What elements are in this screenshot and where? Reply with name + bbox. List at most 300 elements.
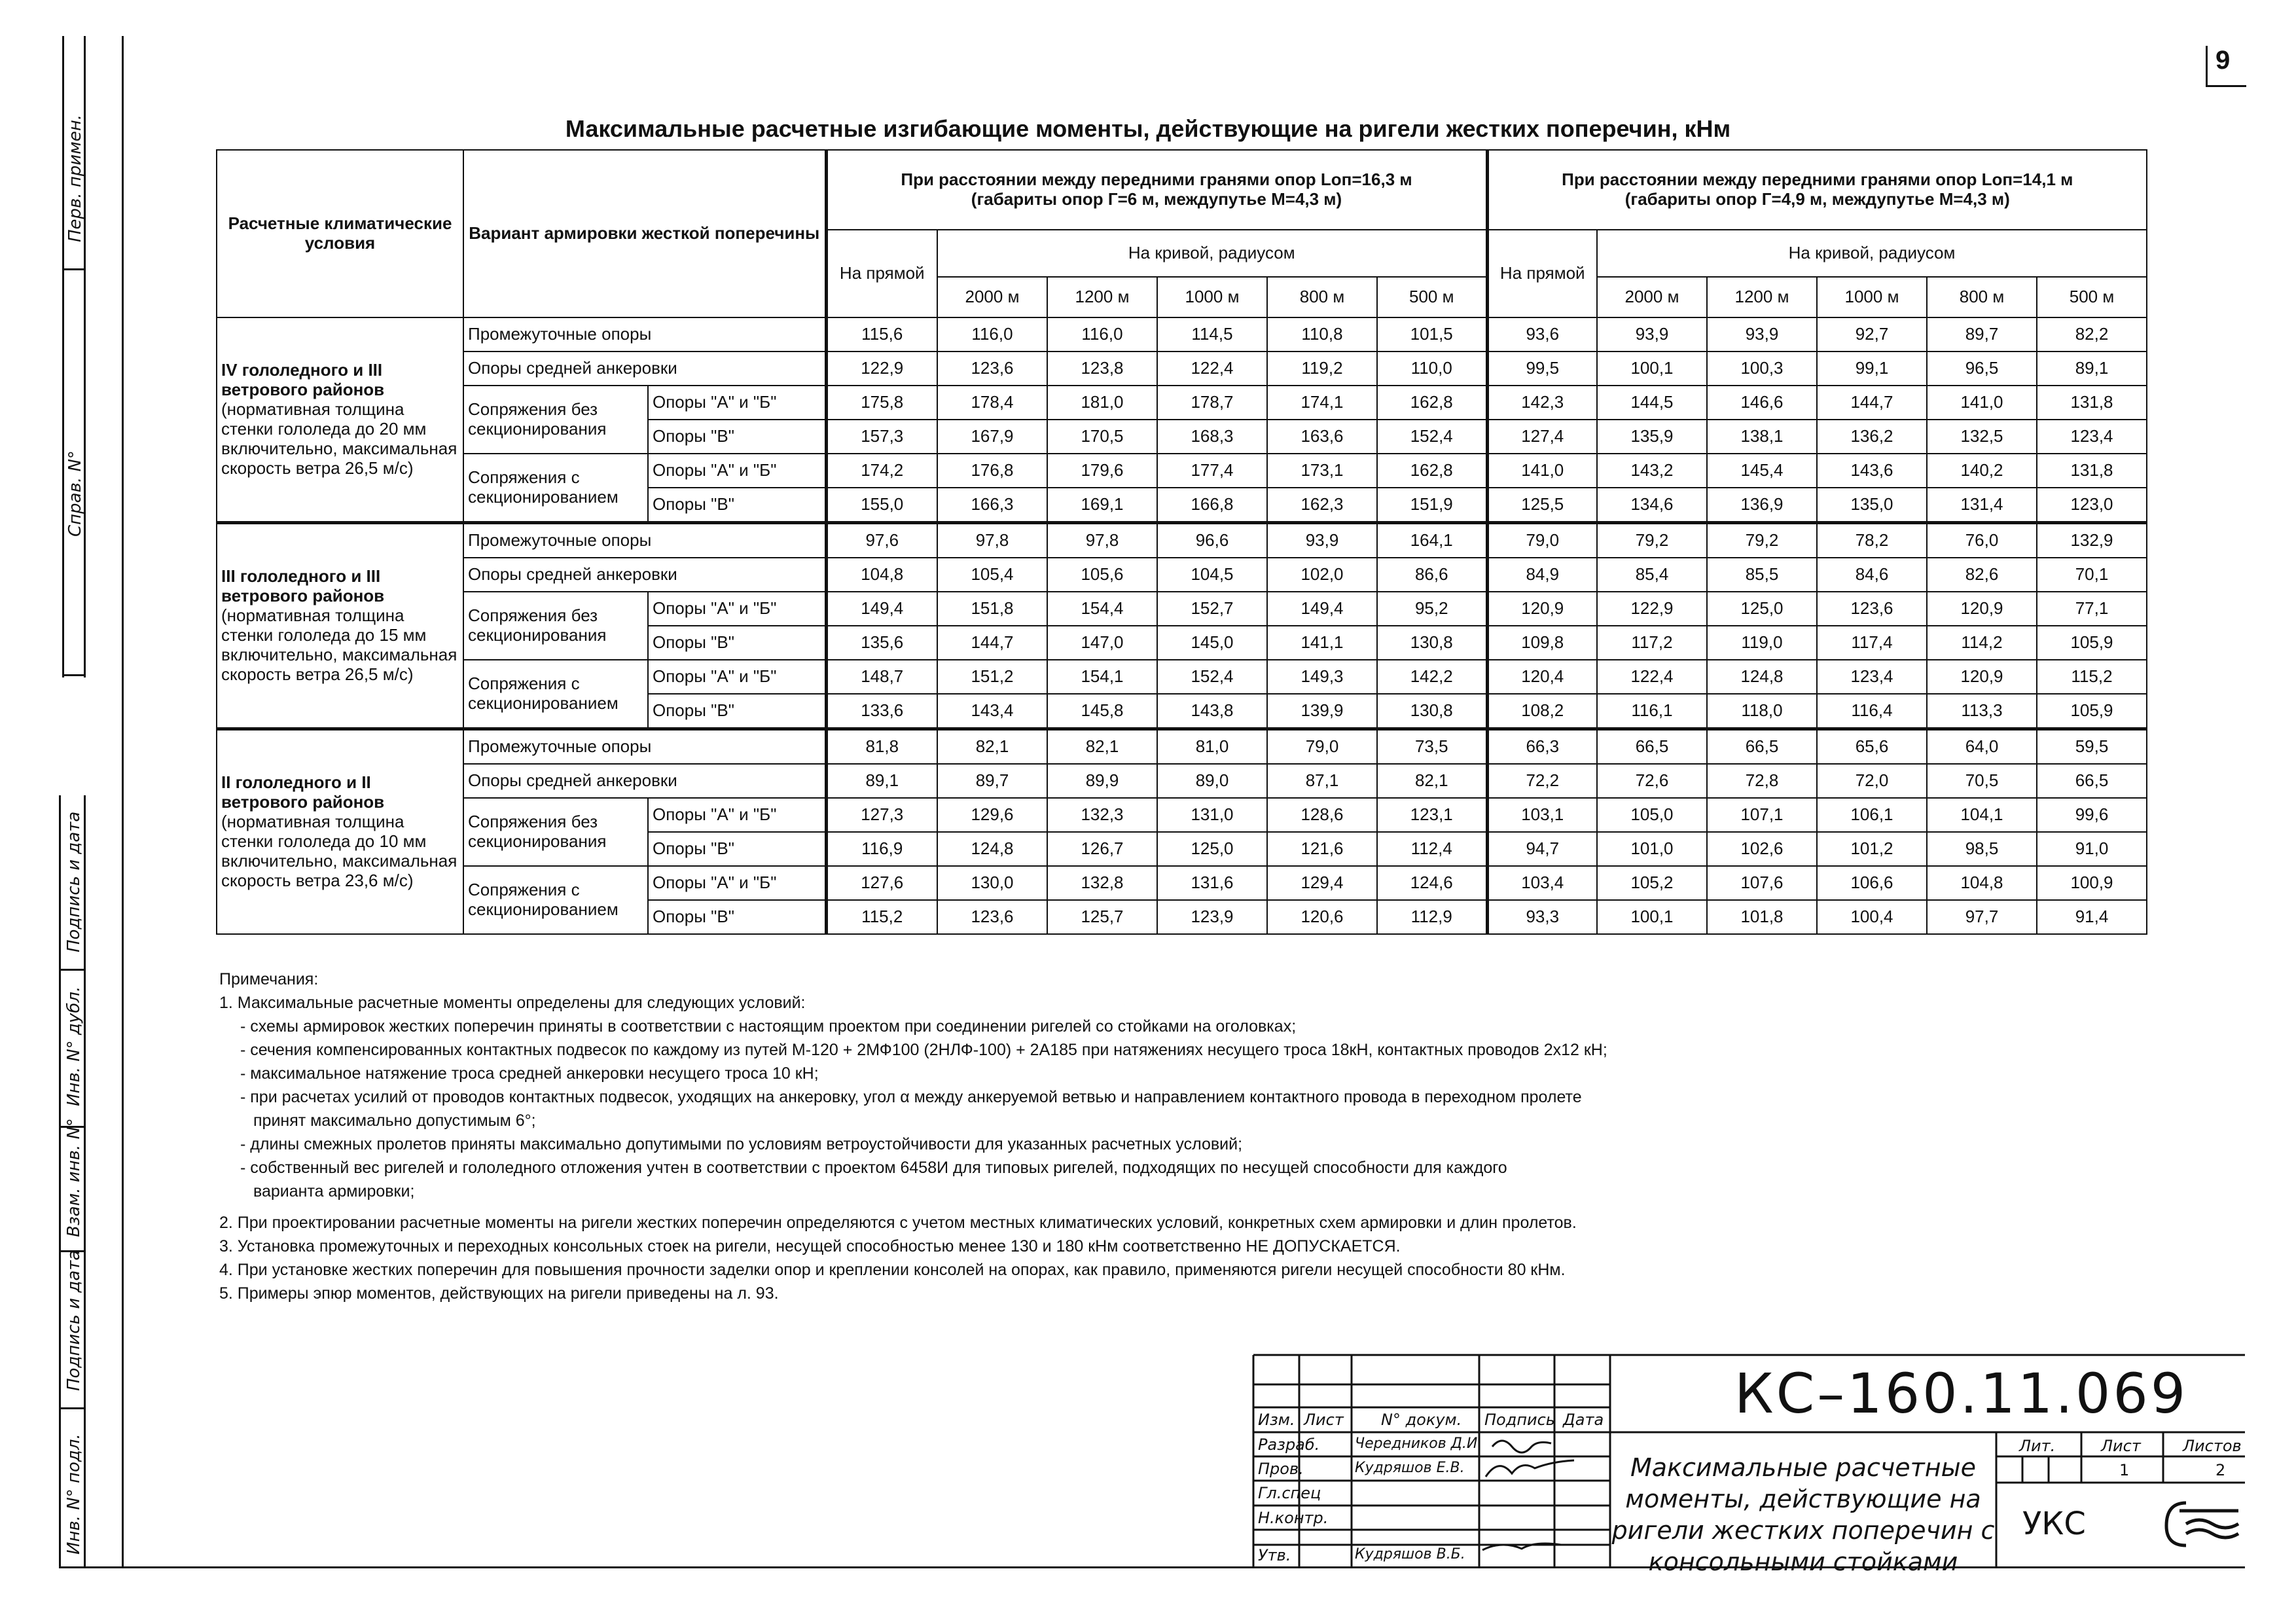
value-cell: 174,2: [826, 454, 937, 488]
value-cell: 103,4: [1487, 866, 1597, 900]
value-cell: 123,8: [1047, 352, 1157, 386]
value-cell: 124,6: [1377, 866, 1487, 900]
value-cell: 82,1: [1047, 729, 1157, 765]
page-number: 9: [2215, 46, 2231, 75]
value-cell: 110,0: [1377, 352, 1487, 386]
value-cell: 123,1: [1377, 798, 1487, 832]
value-cell: 122,4: [1157, 352, 1267, 386]
stamp-sheets: 2: [2215, 1461, 2226, 1479]
support-label: Опоры "В": [648, 488, 826, 523]
value-cell: 152,4: [1157, 660, 1267, 694]
value-cell: 143,8: [1157, 694, 1267, 729]
value-cell: 120,4: [1487, 660, 1597, 694]
value-cell: 79,0: [1487, 523, 1597, 558]
value-cell: 105,2: [1597, 866, 1707, 900]
value-cell: 151,2: [937, 660, 1047, 694]
value-cell: 115,6: [826, 317, 937, 352]
value-cell: 72,6: [1597, 764, 1707, 798]
value-cell: 82,1: [1377, 764, 1487, 798]
value-cell: 134,6: [1597, 488, 1707, 523]
support-label: Опоры "В": [648, 900, 826, 934]
header-radius: 1200 м: [1707, 277, 1817, 317]
header-variant: Вариант армировки жесткой поперечины: [463, 150, 826, 317]
value-cell: 89,9: [1047, 764, 1157, 798]
value-cell: 124,8: [1707, 660, 1817, 694]
value-cell: 131,8: [2037, 454, 2147, 488]
note-2: 2. При проектировании расчетные моменты на ригели жестких поперечин определяются с учетом местных климатических условий, конкретных схем армировки и длин пролетов.: [219, 1214, 1577, 1232]
value-cell: 130,0: [937, 866, 1047, 900]
value-cell: 66,5: [1597, 729, 1707, 765]
value-cell: 118,0: [1707, 694, 1817, 729]
value-cell: 126,7: [1047, 832, 1157, 866]
value-cell: 70,1: [2037, 558, 2147, 592]
value-cell: 123,9: [1157, 900, 1267, 934]
value-cell: 100,9: [2037, 866, 2147, 900]
value-cell: 89,1: [826, 764, 937, 798]
value-cell: 97,6: [826, 523, 937, 558]
note-3: 3. Установка промежуточных и переходных консольных стоек на ригели, несущей способностью менее 130 и 180 кНм соответственно НЕ ДОПУСКАЕТСЯ.: [219, 1237, 1401, 1255]
value-cell: 100,3: [1707, 352, 1817, 386]
value-cell: 125,0: [1157, 832, 1267, 866]
value-cell: 162,3: [1267, 488, 1377, 523]
stamp-header: Изм.: [1258, 1411, 1295, 1429]
value-cell: 154,4: [1047, 592, 1157, 626]
climate-region-title: II гололедного и II ветрового районов: [221, 772, 385, 812]
value-cell: 116,1: [1597, 694, 1707, 729]
value-cell: 131,4: [1927, 488, 2037, 523]
value-cell: 130,8: [1377, 694, 1487, 729]
value-cell: 146,6: [1707, 386, 1817, 420]
value-cell: 82,2: [2037, 317, 2147, 352]
header-group-16-3: При расстоянии между передними гранями опор Lоп=16,3 м (габариты опор Г=6 м, междупутье М=4,3 м): [826, 150, 1487, 230]
value-cell: 125,7: [1047, 900, 1157, 934]
value-cell: 78,2: [1817, 523, 1927, 558]
climate-region-desc: (нормативная толщина стенки гололеда до 10 мм включительно, максимальная скорость ветра 23,6 м/с): [221, 812, 457, 890]
note-1-item: варианта армировки;: [253, 1182, 415, 1200]
value-cell: 89,7: [1927, 317, 2037, 352]
value-cell: 98,5: [1927, 832, 2037, 866]
value-cell: 64,0: [1927, 729, 2037, 765]
value-cell: 170,5: [1047, 420, 1157, 454]
value-cell: 128,6: [1267, 798, 1377, 832]
value-cell: 85,4: [1597, 558, 1707, 592]
value-cell: 84,6: [1817, 558, 1927, 592]
header-radius: 1200 м: [1047, 277, 1157, 317]
value-cell: 141,0: [1487, 454, 1597, 488]
note-1-item: - максимальное натяжение троса средней анкеровки несущего троса 10 кН;: [240, 1064, 819, 1083]
climate-region-title: IV гололедного и III ветрового районов: [221, 360, 385, 400]
value-cell: 105,9: [2037, 626, 2147, 660]
value-cell: 101,2: [1817, 832, 1927, 866]
note-4: 4. При установке жестких поперечин для повышения прочности заделки опор и креплении консолей на опорах, как правило, применяются ригели несущей способности 80 кНм.: [219, 1261, 1566, 1279]
value-cell: 138,1: [1707, 420, 1817, 454]
stamp-lit-label: Лит.: [2019, 1437, 2056, 1455]
value-cell: 104,8: [826, 558, 937, 592]
stamp-header: N° докум.: [1381, 1411, 1462, 1429]
stamp-header: Подпись: [1484, 1411, 1555, 1429]
value-cell: 66,5: [2037, 764, 2147, 798]
value-cell: 72,0: [1817, 764, 1927, 798]
stamp-sheets-label: Листов: [2183, 1437, 2242, 1455]
value-cell: 86,6: [1377, 558, 1487, 592]
value-cell: 145,4: [1707, 454, 1817, 488]
value-cell: 107,1: [1707, 798, 1817, 832]
header-radius: 500 м: [1377, 277, 1487, 317]
value-cell: 163,6: [1267, 420, 1377, 454]
header-straight-2: На прямой: [1487, 230, 1597, 317]
value-cell: 132,3: [1047, 798, 1157, 832]
value-cell: 116,9: [826, 832, 937, 866]
value-cell: 77,1: [2037, 592, 2147, 626]
value-cell: 102,0: [1267, 558, 1377, 592]
value-cell: 91,4: [2037, 900, 2147, 934]
header-radius: 800 м: [1927, 277, 2037, 317]
stamp-header: Лист: [1304, 1411, 1344, 1429]
value-cell: 101,0: [1597, 832, 1707, 866]
value-cell: 176,8: [937, 454, 1047, 488]
value-cell: 101,5: [1377, 317, 1487, 352]
value-cell: 155,0: [826, 488, 937, 523]
value-cell: 89,1: [2037, 352, 2147, 386]
value-cell: 123,6: [937, 352, 1047, 386]
value-cell: 100,1: [1597, 352, 1707, 386]
value-cell: 147,0: [1047, 626, 1157, 660]
variant-label: Сопряжения без секционирования: [463, 386, 648, 454]
value-cell: 154,1: [1047, 660, 1157, 694]
note-1-item: принят максимально допустимым 6°;: [253, 1111, 536, 1130]
value-cell: 115,2: [2037, 660, 2147, 694]
side-label-orig-inv: Инв. N° подл.: [64, 1434, 84, 1555]
stamp-role: Пров.: [1258, 1460, 1304, 1478]
variant-label: Опоры средней анкеровки: [463, 764, 826, 798]
support-label: Опоры "А" и "Б": [648, 386, 826, 420]
value-cell: 112,4: [1377, 832, 1487, 866]
value-cell: 143,4: [937, 694, 1047, 729]
value-cell: 135,9: [1597, 420, 1707, 454]
value-cell: 135,0: [1817, 488, 1927, 523]
value-cell: 82,1: [937, 729, 1047, 765]
value-cell: 116,4: [1817, 694, 1927, 729]
value-cell: 127,3: [826, 798, 937, 832]
value-cell: 129,6: [937, 798, 1047, 832]
value-cell: 135,6: [826, 626, 937, 660]
header-radius: 2000 м: [1597, 277, 1707, 317]
value-cell: 152,4: [1377, 420, 1487, 454]
variant-label: Опоры средней анкеровки: [463, 352, 826, 386]
stamp-header: Дата: [1563, 1411, 1604, 1429]
value-cell: 106,6: [1817, 866, 1927, 900]
variant-label: Сопряжения с секционированием: [463, 454, 648, 523]
value-cell: 115,2: [826, 900, 937, 934]
value-cell: 174,1: [1267, 386, 1377, 420]
value-cell: 143,6: [1817, 454, 1927, 488]
header-radius: 1000 м: [1157, 277, 1267, 317]
value-cell: 149,4: [1267, 592, 1377, 626]
support-label: Опоры "В": [648, 832, 826, 866]
value-cell: 132,5: [1927, 420, 2037, 454]
value-cell: 166,3: [937, 488, 1047, 523]
value-cell: 85,5: [1707, 558, 1817, 592]
side-label-dup-inv: Инв. N° дубл.: [64, 986, 84, 1106]
value-cell: 104,1: [1927, 798, 2037, 832]
note-1-item: - сечения компенсированных контактных подвесок по каждому из путей М-120 + 2МФ100 (2НЛФ-100) + 2А185 при натяжениях несущего троса 18кН, контактных проводов 2х12 кН;: [240, 1041, 1607, 1059]
value-cell: 122,9: [826, 352, 937, 386]
value-cell: 114,5: [1157, 317, 1267, 352]
stamp-role: Утв.: [1258, 1546, 1291, 1564]
value-cell: 162,8: [1377, 454, 1487, 488]
value-cell: 81,8: [826, 729, 937, 765]
climate-region-title: III гололедного и III ветрового районов: [221, 566, 385, 606]
value-cell: 122,4: [1597, 660, 1707, 694]
value-cell: 178,7: [1157, 386, 1267, 420]
value-cell: 105,6: [1047, 558, 1157, 592]
stamp-role: Разраб.: [1258, 1435, 1320, 1454]
value-cell: 151,8: [937, 592, 1047, 626]
value-cell: 112,9: [1377, 900, 1487, 934]
value-cell: 76,0: [1927, 523, 2037, 558]
value-cell: 119,0: [1707, 626, 1817, 660]
value-cell: 93,3: [1487, 900, 1597, 934]
value-cell: 136,2: [1817, 420, 1927, 454]
header-radius: 800 м: [1267, 277, 1377, 317]
value-cell: 143,2: [1597, 454, 1707, 488]
value-cell: 103,1: [1487, 798, 1597, 832]
value-cell: 125,5: [1487, 488, 1597, 523]
value-cell: 120,6: [1267, 900, 1377, 934]
value-cell: 142,2: [1377, 660, 1487, 694]
value-cell: 123,0: [2037, 488, 2147, 523]
value-cell: 123,6: [937, 900, 1047, 934]
stamp-name: Чередников Д.И.: [1355, 1435, 1482, 1452]
variant-label: Промежуточные опоры: [463, 523, 826, 558]
header-curve-2: На кривой, радиусом: [1597, 230, 2147, 277]
value-cell: 131,0: [1157, 798, 1267, 832]
support-label: Опоры "В": [648, 420, 826, 454]
stamp-org: УКС: [2022, 1506, 2086, 1542]
value-cell: 105,0: [1597, 798, 1707, 832]
value-cell: 141,0: [1927, 386, 2037, 420]
value-cell: 141,1: [1267, 626, 1377, 660]
value-cell: 120,9: [1927, 592, 2037, 626]
value-cell: 162,8: [1377, 386, 1487, 420]
value-cell: 148,7: [826, 660, 937, 694]
value-cell: 93,9: [1707, 317, 1817, 352]
note-1-item: - схемы армировок жестких поперечин приняты в соответствии с настоящим проектом при соединении ригелей со стойками на оголовках;: [240, 1017, 1297, 1036]
value-cell: 181,0: [1047, 386, 1157, 420]
value-cell: 117,2: [1597, 626, 1707, 660]
value-cell: 121,6: [1267, 832, 1377, 866]
stamp-name: Кудряшов Е.В.: [1355, 1460, 1465, 1476]
stamp-sheet: 1: [2119, 1461, 2130, 1479]
value-cell: 125,0: [1707, 592, 1817, 626]
value-cell: 87,1: [1267, 764, 1377, 798]
stamp-role: Гл.спец: [1258, 1484, 1321, 1502]
value-cell: 179,6: [1047, 454, 1157, 488]
value-cell: 152,7: [1157, 592, 1267, 626]
value-cell: 97,8: [937, 523, 1047, 558]
support-label: Опоры "А" и "Б": [648, 660, 826, 694]
variant-label: Опоры средней анкеровки: [463, 558, 826, 592]
value-cell: 131,8: [2037, 386, 2147, 420]
value-cell: 66,5: [1707, 729, 1817, 765]
value-cell: 79,0: [1267, 729, 1377, 765]
value-cell: 95,2: [1377, 592, 1487, 626]
table-title: Максимальные расчетные изгибающие моменты, действующие на ригели жестких поперечин, кНм: [565, 115, 1731, 142]
value-cell: 93,9: [1267, 523, 1377, 558]
value-cell: 127,6: [826, 866, 937, 900]
value-cell: 66,3: [1487, 729, 1597, 765]
value-cell: 97,7: [1927, 900, 2037, 934]
value-cell: 132,8: [1047, 866, 1157, 900]
value-cell: 105,4: [937, 558, 1047, 592]
value-cell: 81,0: [1157, 729, 1267, 765]
value-cell: 110,8: [1267, 317, 1377, 352]
value-cell: 145,0: [1157, 626, 1267, 660]
value-cell: 92,7: [1817, 317, 1927, 352]
value-cell: 129,4: [1267, 866, 1377, 900]
value-cell: 114,2: [1927, 626, 2037, 660]
note-1-item: - длины смежных пролетов приняты максимально допутимыми по условиям ветроустойчивости для указанных расчетных условий;: [240, 1135, 1243, 1153]
org-logo: [2160, 1498, 2245, 1550]
value-cell: 99,1: [1817, 352, 1927, 386]
value-cell: 59,5: [2037, 729, 2147, 765]
side-label-reference: Справ. N°: [65, 450, 85, 537]
note-1-item: - при расчетах усилий от проводов контактных подвесок, уходящих на анкеровку, угол α между анкеруемой ветвью и направлением контактного провода в переходном пролете: [240, 1088, 1582, 1106]
value-cell: 84,9: [1487, 558, 1597, 592]
value-cell: 108,2: [1487, 694, 1597, 729]
value-cell: 116,0: [1047, 317, 1157, 352]
value-cell: 91,0: [2037, 832, 2147, 866]
value-cell: 96,6: [1157, 523, 1267, 558]
value-cell: 89,0: [1157, 764, 1267, 798]
header-curve-1: На кривой, радиусом: [937, 230, 1487, 277]
value-cell: 116,0: [937, 317, 1047, 352]
value-cell: 173,1: [1267, 454, 1377, 488]
value-cell: 70,5: [1927, 764, 2037, 798]
side-label-sign-date-2: Подпись и дата: [64, 1250, 84, 1391]
value-cell: 65,6: [1817, 729, 1927, 765]
value-cell: 82,6: [1927, 558, 2037, 592]
value-cell: 120,9: [1927, 660, 2037, 694]
value-cell: 136,9: [1707, 488, 1817, 523]
value-cell: 167,9: [937, 420, 1047, 454]
note-1-item: - собственный вес ригелей и гололедного отложения учтен в соответствии с проектом 6458И для типовых ригелей, подходящих по несущей способности для каждого: [240, 1159, 1507, 1177]
value-cell: 151,9: [1377, 488, 1487, 523]
stamp-description: Максимальные расчетные моменты, действующие на ригели жестких поперечин с консольными стойками: [1611, 1453, 1995, 1576]
value-cell: 93,9: [1597, 317, 1707, 352]
value-cell: 132,9: [2037, 523, 2147, 558]
value-cell: 120,9: [1487, 592, 1597, 626]
value-cell: 139,9: [1267, 694, 1377, 729]
side-label-sign-date-1: Подпись и дата: [64, 811, 84, 952]
support-label: Опоры "А" и "Б": [648, 798, 826, 832]
value-cell: 94,7: [1487, 832, 1597, 866]
value-cell: 105,9: [2037, 694, 2147, 729]
value-cell: 113,3: [1927, 694, 2037, 729]
value-cell: 142,3: [1487, 386, 1597, 420]
value-cell: 131,6: [1157, 866, 1267, 900]
support-label: Опоры "А" и "Б": [648, 454, 826, 488]
value-cell: 149,4: [826, 592, 937, 626]
header-group-14-1: При расстоянии между передними гранями опор Lоп=14,1 м (габариты опор Г=4,9 м, междупутье М=4,3 м): [1487, 150, 2147, 230]
note-1: 1. Максимальные расчетные моменты определены для следующих условий:: [219, 994, 806, 1012]
value-cell: 96,5: [1927, 352, 2037, 386]
value-cell: 73,5: [1377, 729, 1487, 765]
side-label-replace-inv: Взам. инв. N°: [64, 1118, 84, 1237]
value-cell: 79,2: [1707, 523, 1817, 558]
value-cell: 122,9: [1597, 592, 1707, 626]
stamp-role: Н.контр.: [1258, 1509, 1329, 1527]
value-cell: 102,6: [1707, 832, 1817, 866]
header-radius: 1000 м: [1817, 277, 1927, 317]
value-cell: 104,8: [1927, 866, 2037, 900]
value-cell: 100,1: [1597, 900, 1707, 934]
value-cell: 133,6: [826, 694, 937, 729]
value-cell: 99,5: [1487, 352, 1597, 386]
support-label: Опоры "В": [648, 694, 826, 729]
support-label: Опоры "В": [648, 626, 826, 660]
support-label: Опоры "А" и "Б": [648, 592, 826, 626]
value-cell: 99,6: [2037, 798, 2147, 832]
value-cell: 175,8: [826, 386, 937, 420]
value-cell: 89,7: [937, 764, 1047, 798]
stamp-name: Кудряшов В.Б.: [1355, 1546, 1465, 1562]
value-cell: 79,2: [1597, 523, 1707, 558]
variant-label: Промежуточные опоры: [463, 317, 826, 352]
value-cell: 72,2: [1487, 764, 1597, 798]
value-cell: 106,1: [1817, 798, 1927, 832]
note-5: 5. Примеры эпюр моментов, действующих на ригели приведены на л. 93.: [219, 1284, 779, 1303]
value-cell: 127,4: [1487, 420, 1597, 454]
value-cell: 149,3: [1267, 660, 1377, 694]
value-cell: 164,1: [1377, 523, 1487, 558]
stamp-sheet-label: Лист: [2101, 1437, 2141, 1455]
value-cell: 124,8: [937, 832, 1047, 866]
variant-label: Сопряжения без секционирования: [463, 798, 648, 866]
value-cell: 145,8: [1047, 694, 1157, 729]
value-cell: 123,6: [1817, 592, 1927, 626]
value-cell: 123,4: [1817, 660, 1927, 694]
value-cell: 140,2: [1927, 454, 2037, 488]
header-radius: 2000 м: [937, 277, 1047, 317]
value-cell: 130,8: [1377, 626, 1487, 660]
value-cell: 123,4: [2037, 420, 2147, 454]
value-cell: 93,6: [1487, 317, 1597, 352]
value-cell: 117,4: [1817, 626, 1927, 660]
value-cell: 169,1: [1047, 488, 1157, 523]
variant-label: Сопряжения без секционирования: [463, 592, 648, 660]
value-cell: 157,3: [826, 420, 937, 454]
variant-label: Промежуточные опоры: [463, 729, 826, 765]
value-cell: 119,2: [1267, 352, 1377, 386]
value-cell: 168,3: [1157, 420, 1267, 454]
value-cell: 144,5: [1597, 386, 1707, 420]
support-label: Опоры "А" и "Б": [648, 866, 826, 900]
value-cell: 144,7: [1817, 386, 1927, 420]
notes-heading: Примечания:: [219, 970, 319, 988]
signature-marks: [1479, 1432, 1610, 1566]
value-cell: 109,8: [1487, 626, 1597, 660]
header-conditions: Расчетные климатические условия: [217, 150, 463, 317]
value-cell: 72,8: [1707, 764, 1817, 798]
variant-label: Сопряжения с секционированием: [463, 660, 648, 729]
climate-region-desc: (нормативная толщина стенки гололеда до 20 мм включительно, максимальная скорость ветра 26,5 м/с): [221, 399, 457, 478]
header-straight-1: На прямой: [826, 230, 937, 317]
header-radius: 500 м: [2037, 277, 2147, 317]
value-cell: 178,4: [937, 386, 1047, 420]
side-label-first-use: Перв. примен.: [65, 114, 85, 242]
variant-label: Сопряжения с секционированием: [463, 866, 648, 934]
